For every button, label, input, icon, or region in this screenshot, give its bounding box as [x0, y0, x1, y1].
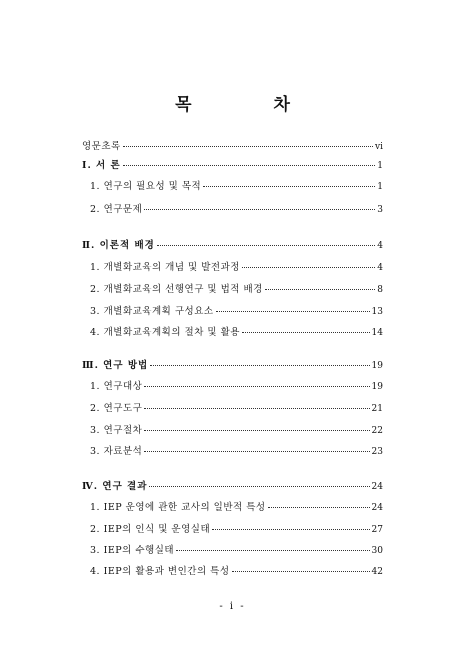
toc-entry-row	[90, 446, 383, 458]
dot-leader	[232, 571, 370, 572]
toc-entry-label: 1. 연구의 필요성 및 목적	[90, 181, 202, 192]
dot-leader	[144, 430, 369, 431]
toc-page-number: 4	[377, 241, 383, 251]
dot-leader	[176, 550, 369, 551]
dot-leader	[149, 486, 369, 487]
toc-entry-label: Ⅰ. 서 론	[82, 160, 121, 171]
toc-entry-label: Ⅱ. 이론적 배경	[82, 240, 155, 251]
toc-entry-row	[90, 204, 383, 216]
dot-leader	[242, 267, 375, 268]
toc-page-number: 27	[371, 525, 383, 535]
toc-entry-row	[90, 381, 383, 393]
toc-page-number: 30	[371, 546, 383, 556]
toc-page-number: 1	[377, 161, 383, 171]
toc-entry-label: 2. 연구도구	[90, 403, 143, 414]
toc-page-number: 8	[377, 285, 383, 295]
dot-leader	[216, 311, 370, 312]
toc-page-number: 19	[371, 361, 383, 371]
dot-leader	[265, 289, 375, 290]
dot-leader	[242, 332, 370, 333]
dot-leader	[144, 386, 369, 387]
toc-entry-row	[90, 545, 383, 557]
toc-section-row	[82, 160, 383, 172]
toc-entry-label: 1. 연구대상	[90, 381, 143, 392]
dot-leader	[144, 408, 369, 409]
toc-page-number: 22	[371, 426, 383, 436]
toc-page-number: 24	[371, 482, 383, 492]
toc-entry-label: 영문초록	[82, 141, 121, 152]
dot-leader	[212, 529, 369, 530]
toc-entry-label: 3. 자료분석	[90, 446, 143, 457]
page-title: 목 차	[175, 95, 328, 115]
toc-page-number: 1	[377, 182, 383, 192]
dot-leader	[144, 209, 375, 210]
dot-leader	[123, 146, 373, 147]
dot-leader	[203, 186, 375, 187]
toc-page-number: 3	[377, 205, 383, 215]
dot-leader	[150, 365, 369, 366]
toc-entry-label: 1. 개별화교육의 개념 및 발전과정	[90, 262, 240, 273]
dot-leader	[157, 245, 375, 246]
toc-entry-label: 4. IEP의 활용과 변인간의 특성	[90, 566, 230, 577]
toc-entry-label: Ⅳ. 연구 결과	[82, 481, 148, 492]
toc-page-number: 19	[371, 382, 383, 392]
toc-entry-row	[90, 502, 383, 514]
toc-page-number: 24	[371, 503, 383, 513]
toc-entry-row	[90, 306, 383, 318]
toc-entry-row	[90, 425, 383, 437]
toc-entry-row	[82, 141, 383, 153]
toc-page-number: 42	[371, 567, 383, 577]
dot-leader	[268, 507, 370, 508]
toc-entry-label: Ⅲ. 연구 방법	[82, 360, 149, 371]
toc-entry-row	[90, 403, 383, 415]
toc-page-number: 13	[371, 307, 383, 317]
toc-page-number: 4	[377, 263, 383, 273]
toc-entry-label: 3. IEP의 수행실태	[90, 545, 175, 556]
dot-leader	[144, 451, 369, 452]
toc-entry-label: 4. 개별화교육계획의 절차 및 활용	[90, 327, 240, 338]
toc-entry-label: 2. 개별화교육의 선행연구 및 법적 배경	[90, 284, 263, 295]
toc-entry-label: 2. 연구문제	[90, 204, 143, 215]
toc-section-row	[82, 360, 383, 372]
toc-entry-label: 3. 개별화교육계획 구성요소	[90, 306, 214, 317]
toc-page-number: 14	[371, 328, 383, 338]
toc-entry-row	[90, 566, 383, 578]
toc-entry-row	[90, 327, 383, 339]
toc-entry-label: 3. 연구절차	[90, 425, 143, 436]
toc-entry-row	[90, 284, 383, 296]
toc-entry-row	[90, 524, 383, 536]
toc-section-row	[82, 240, 383, 252]
toc-page-number: vi	[375, 142, 383, 152]
toc-page-number: 21	[371, 404, 383, 414]
toc-page-number: 23	[371, 447, 383, 457]
page-number: - i -	[219, 601, 246, 612]
toc-entry-label: 2. IEP의 인식 및 운영실태	[90, 524, 211, 535]
toc-entry-row	[90, 181, 383, 193]
toc-entry-label: 1. IEP 운영에 관한 교사의 일반적 특성	[90, 502, 266, 513]
toc-entry-row	[90, 262, 383, 274]
toc-section-row	[82, 481, 383, 493]
dot-leader	[123, 165, 376, 166]
